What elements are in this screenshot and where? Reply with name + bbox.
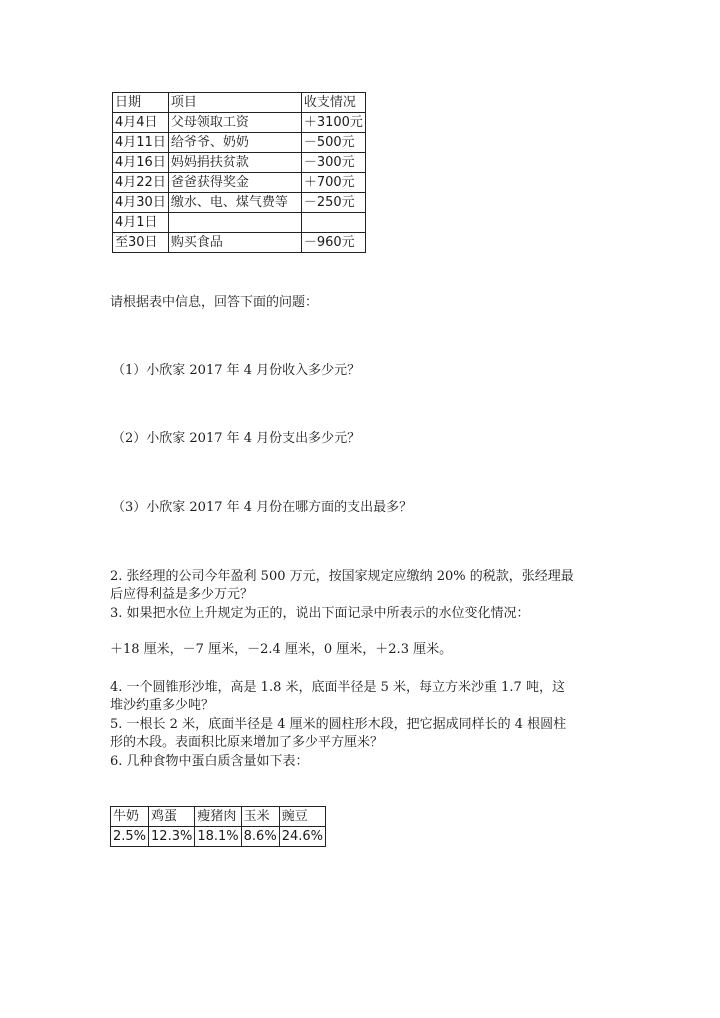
problem-4-line-2: 堆沙约重多少吨？ (110, 698, 215, 713)
table-row (111, 827, 326, 847)
table-cell: 父母领取工资 (168, 113, 301, 133)
table-cell: －500元 (301, 133, 365, 153)
header-cell: 豌豆 (279, 807, 325, 827)
table-cell: ＋3100元 (301, 113, 365, 133)
problem-3: 3. 如果把水位上升规定为正的，说出下面记录中所表示的水位变化情况： (110, 606, 530, 621)
table-cell: －250元 (301, 193, 365, 213)
table-row (113, 233, 366, 253)
header-cell: 玉米 (241, 807, 279, 827)
table-cell: 8.6% (241, 827, 279, 847)
problem-6: 6. 几种食物中蛋白质含量如下表： (110, 754, 309, 769)
income-table (112, 92, 366, 253)
table-cell: 24.6% (279, 827, 325, 847)
table-cell: 4月4日 (113, 113, 169, 133)
table-row (113, 193, 366, 213)
problem-2-line-1: 2. 张经理的公司今年盈利 500 万元，按国家规定应缴纳 20% 的税款，张经理最 (110, 569, 574, 584)
table-cell: 4月1日 (113, 213, 169, 233)
problem-5-line-1: 5. 一根长 2 米，底面半径是 4 厘米的圆柱形木段，把它据成同样长的 4 根圆柱 (110, 717, 567, 732)
header-cell: 瘦猪肉 (195, 807, 241, 827)
table-cell: 4月11日 (113, 133, 169, 153)
table-header-row (111, 807, 326, 827)
table-cell: 4月30日 (113, 193, 169, 213)
instruction-text: 请根据表中信息，回答下面的问题： (110, 295, 319, 310)
table-cell: －300元 (301, 153, 365, 173)
table-cell: 18.1% (195, 827, 241, 847)
protein-table (110, 806, 326, 847)
table-row (113, 133, 366, 153)
table-cell: 妈妈捐扶贫款 (168, 153, 301, 173)
table-cell (168, 213, 301, 233)
header-cell: 日期 (113, 93, 169, 113)
table-row (113, 153, 366, 173)
header-cell: 牛奶 (111, 807, 149, 827)
table-cell: －960元 (301, 233, 365, 253)
header-cell: 收支情况 (301, 93, 365, 113)
table-cell: 2.5% (111, 827, 149, 847)
question-2: （2）小欣家 2017 年 4 月份支出多少元？ (112, 431, 361, 446)
header-cell: 鸡蛋 (149, 807, 195, 827)
table-cell: 12.3% (149, 827, 195, 847)
question-3: （3）小欣家 2017 年 4 月份在哪方面的支出最多？ (112, 500, 413, 515)
table-cell: 至30日 (113, 233, 169, 253)
table-cell: ＋700元 (301, 173, 365, 193)
question-1: （1）小欣家 2017 年 4 月份收入多少元？ (112, 363, 361, 378)
table-cell: 4月16日 (113, 153, 169, 173)
table-cell: 给爷爷、奶奶 (168, 133, 301, 153)
table-cell (301, 213, 365, 233)
table-row (113, 173, 366, 193)
problem-3-values: ＋18 厘米，－7 厘米，－2.4 厘米，0 厘米，＋2.3 厘米。 (110, 642, 453, 657)
problem-4-line-1: 4. 一个圆锥形沙堆，高是 1.8 米，底面半径是 5 米，每立方米沙重 1.7 吨，这 (110, 680, 565, 695)
table-header-row (113, 93, 366, 113)
table-cell: 购买食品 (168, 233, 301, 253)
problem-5-line-2: 形的木段。表面积比原来增加了多少平方厘米？ (110, 735, 384, 750)
table-cell: 4月22日 (113, 173, 169, 193)
header-cell: 项目 (168, 93, 301, 113)
table-cell: 缴水、电、煤气费等 (168, 193, 301, 213)
table-row (113, 113, 366, 133)
table-cell: 爸爸获得奖金 (168, 173, 301, 193)
table-row (113, 213, 366, 233)
problem-2-line-2: 后应得利益是多少万元？ (110, 587, 254, 602)
